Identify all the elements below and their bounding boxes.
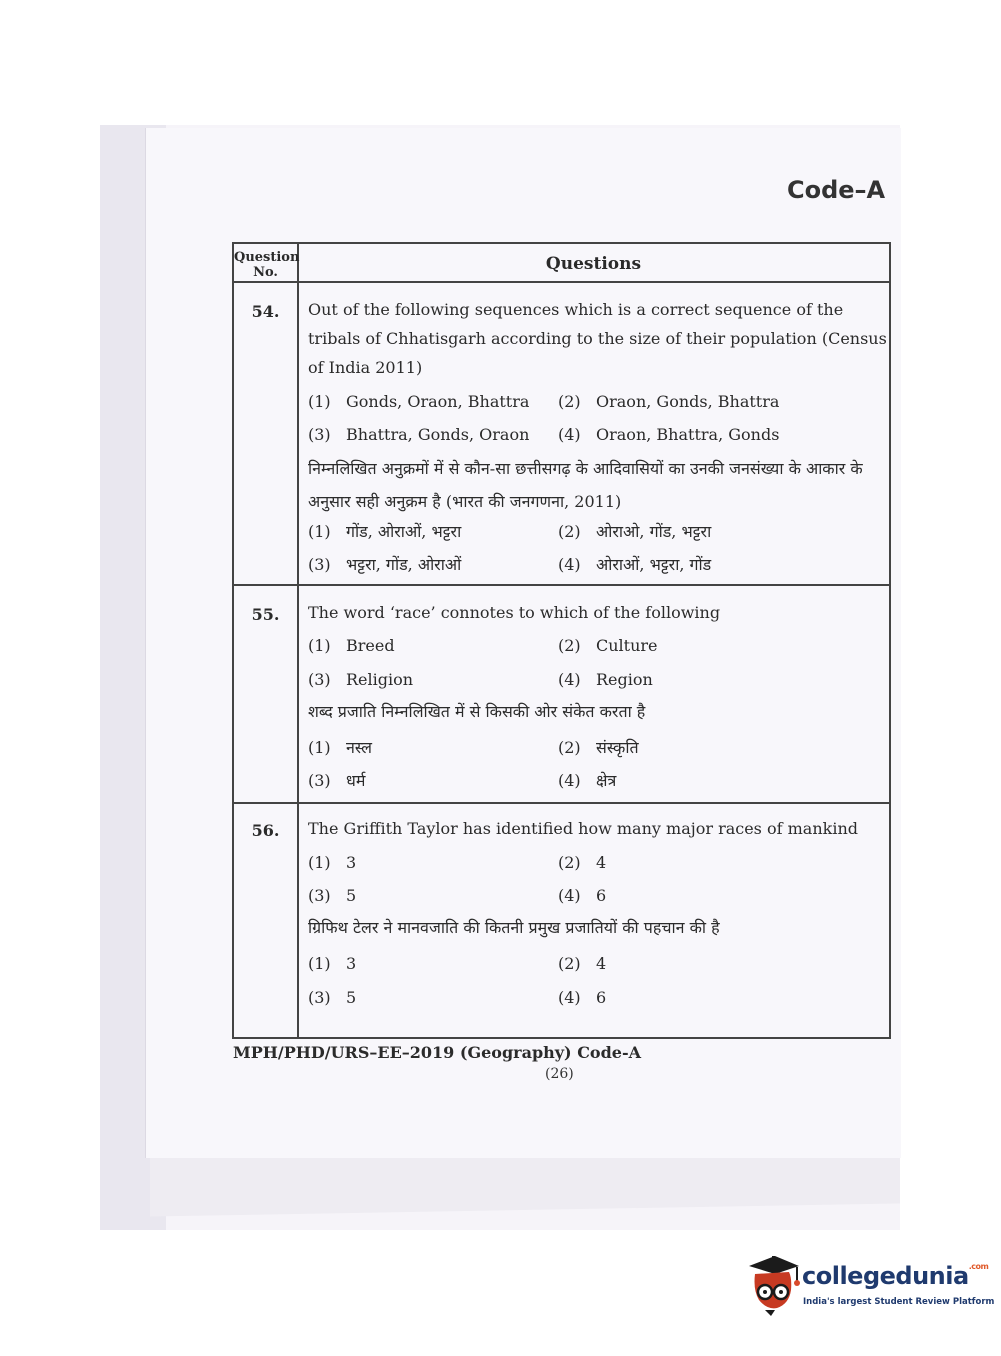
question-text-en: The word ‘race’ connotes to which of the following: [308, 603, 721, 622]
row-divider: [234, 802, 889, 804]
option: (2) ओराओ, गोंड, भट्टरा: [558, 522, 712, 541]
code-label: Code–A: [787, 176, 886, 204]
option: (4) 6: [558, 988, 607, 1007]
option: (1) Breed: [308, 636, 395, 655]
brand-name: collegedunia$^{.com}$: [802, 1262, 989, 1290]
option: (4) Oraon, Bhattra, Gonds: [558, 425, 780, 444]
option: (1) Gonds, Oraon, Bhattra: [308, 392, 530, 411]
option: (3) भट्टरा, गोंड, ओराओं: [308, 555, 462, 574]
question-text-en: Out of the following sequences which is a correct sequence of the tribals of Chhatisgarh according to the size of their population (Census of India 2011): [308, 300, 887, 377]
option: (2) Culture: [558, 636, 658, 655]
question-number: 56.: [251, 821, 280, 840]
option: (4) ओराओं, भट्टरा, गोंड: [558, 555, 712, 574]
option: (3) 5: [308, 886, 357, 905]
question-number: 54.: [251, 302, 280, 321]
option: (1) गोंड, ओराओं, भट्टरा: [308, 522, 462, 541]
option: (3) 5: [308, 988, 357, 1007]
question-number: 55.: [251, 605, 280, 624]
brand-tagline: India's largest Student Review Platform: [803, 1297, 995, 1307]
row-divider: [234, 584, 889, 586]
column-header-questions: Questions: [545, 254, 642, 274]
paper-code-footer: MPH/PHD/URS–EE–2019 (Geography) Code-A: [233, 1043, 642, 1062]
option: (3) धर्म: [308, 771, 366, 790]
option: (2) 4: [558, 954, 607, 973]
option: (3) Religion: [308, 670, 414, 689]
option: (4) 6: [558, 886, 607, 905]
option: (3) Bhattra, Gonds, Oraon: [308, 425, 530, 444]
column-header-question-no: Question No.: [234, 250, 300, 280]
question-text-hi: निम्नलिखित अनुक्रमों में से कौन-सा छत्तीसगढ़ के आदिवासियों का उनकी जनसंख्या के आकार के अनुसार सही अनुक्रम है (भारत की जनगणना, 2011): [308, 459, 863, 511]
question-text-en: The Griffith Taylor has identified how many major races of mankind: [308, 819, 858, 838]
option: (2) Oraon, Gonds, Bhattra: [558, 392, 780, 411]
option: (2) 4: [558, 853, 607, 872]
collegedunia-logo[interactable]: [745, 1252, 995, 1322]
option: (2) संस्कृति: [558, 738, 639, 757]
question-text-hi: शब्द प्रजाति निम्नलिखित में से किसकी ओर संकेत करता है: [308, 702, 646, 721]
questions-table: [232, 242, 891, 1039]
option: (1) 3: [308, 853, 357, 872]
option: (4) क्षेत्र: [558, 771, 617, 790]
page-number: (26): [545, 1066, 574, 1082]
option: (4) Region: [558, 670, 653, 689]
option: (1) 3: [308, 954, 357, 973]
question-text-hi: ग्रिफिथ टेलर ने मानवजाति की कितनी प्रमुख प्रजातियों की पहचान की है: [308, 918, 720, 937]
header-divider: [234, 281, 889, 283]
option: (1) नस्ल: [308, 738, 372, 757]
mascot-icon: [745, 1252, 803, 1320]
